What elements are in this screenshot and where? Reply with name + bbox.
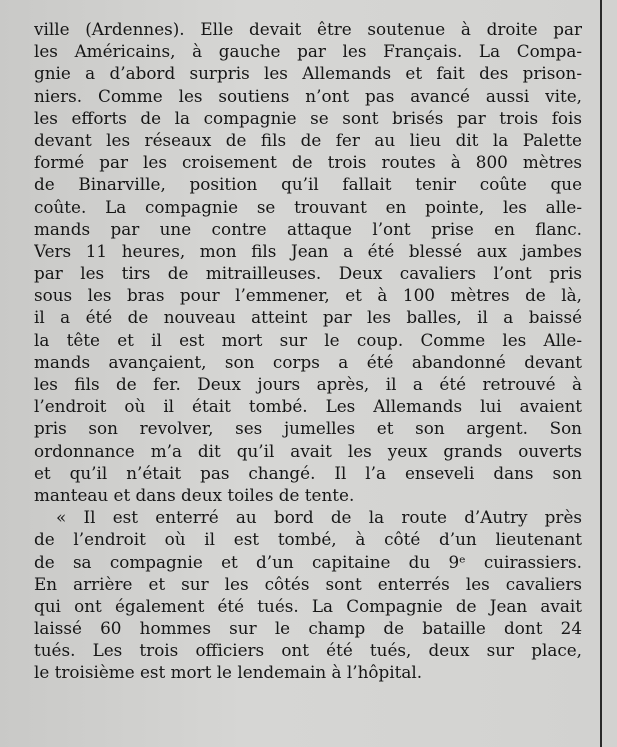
- text-line: il a été de nouveau atteint par les balles, il a baissé: [34, 307, 582, 328]
- text-line: le troisième est mort le lendemain à l’hôpital.: [34, 662, 423, 683]
- text-line: par les tirs de mitrailleuses. Deux cavaliers l’ont pris: [34, 263, 582, 284]
- body-text: [34, 18, 582, 684]
- text-line: gnie a d’abord surpris les Allemands et fait des prison-: [34, 63, 582, 84]
- text-line: sous les bras pour l’emmener, et à 100 mètres de là,: [34, 285, 582, 306]
- text-line: laissé 60 hommes sur le champ de bataille dont 24: [34, 618, 582, 639]
- text-line: de l’endroit où il est tombé, à côté d’un lieutenant: [34, 529, 582, 550]
- text-line: de Binarville, position qu’il fallait tenir coûte que: [34, 174, 582, 195]
- text-line: coûte. La compagnie se trouvant en pointe, les alle-: [34, 196, 582, 217]
- text-line: ordonnance m’a dit qu’il avait les yeux grands ouverts: [34, 440, 582, 461]
- text-line: « Il est enterré au bord de la route d’Autry près: [56, 507, 582, 528]
- text-line: En arrière et sur les côtés sont enterrés les cavaliers: [34, 573, 582, 594]
- paragraph-2: [34, 506, 582, 684]
- text-line: mands avançaient, son corps a été abandonné devant: [34, 351, 582, 372]
- page-edge-rule: [600, 0, 602, 747]
- text-line: tués. Les trois officiers ont été tués, deux sur place,: [34, 640, 582, 661]
- text-line: Vers 11 heures, mon fils Jean a été blessé aux jambes: [34, 240, 582, 261]
- text-line: pris son revolver, ses jumelles et son argent. Son: [34, 418, 582, 439]
- text-line: devant les réseaux de fils de fer au lieu dit la Palette: [34, 129, 582, 150]
- text-line: manteau et dans deux toiles de tente.: [34, 484, 355, 505]
- text-line: niers. Comme les soutiens n’ont pas avancé aussi vite,: [34, 85, 582, 106]
- text-line: les fils de fer. Deux jours après, il a été retrouvé à: [34, 374, 582, 394]
- paragraph-1: [34, 18, 582, 506]
- text-line: formé par les croisement de trois routes à 800 mètres: [34, 152, 582, 173]
- text-line: de sa compagnie et d’un capitaine du 9ᵉ cuirassiers.: [34, 551, 582, 572]
- text-line: et qu’il n’était pas changé. Il l’a enseveli dans son: [34, 462, 582, 483]
- text-line: les Américains, à gauche par les Français. La Compa-: [34, 41, 582, 62]
- text-line: l’endroit où il était tombé. Les Allemands lui avaient: [34, 396, 582, 417]
- text-line: qui ont également été tués. La Compagnie de Jean avait: [34, 595, 582, 616]
- text-line: ville (Ardennes). Elle devait être soutenue à droite par: [34, 19, 582, 39]
- text-line: les efforts de la compagnie se sont brisés par trois fois: [34, 107, 582, 128]
- text-line: mands par une contre attaque l’ont prise en flanc.: [34, 218, 582, 239]
- text-line: la tête et il est mort sur le coup. Comme les Alle-: [34, 329, 582, 350]
